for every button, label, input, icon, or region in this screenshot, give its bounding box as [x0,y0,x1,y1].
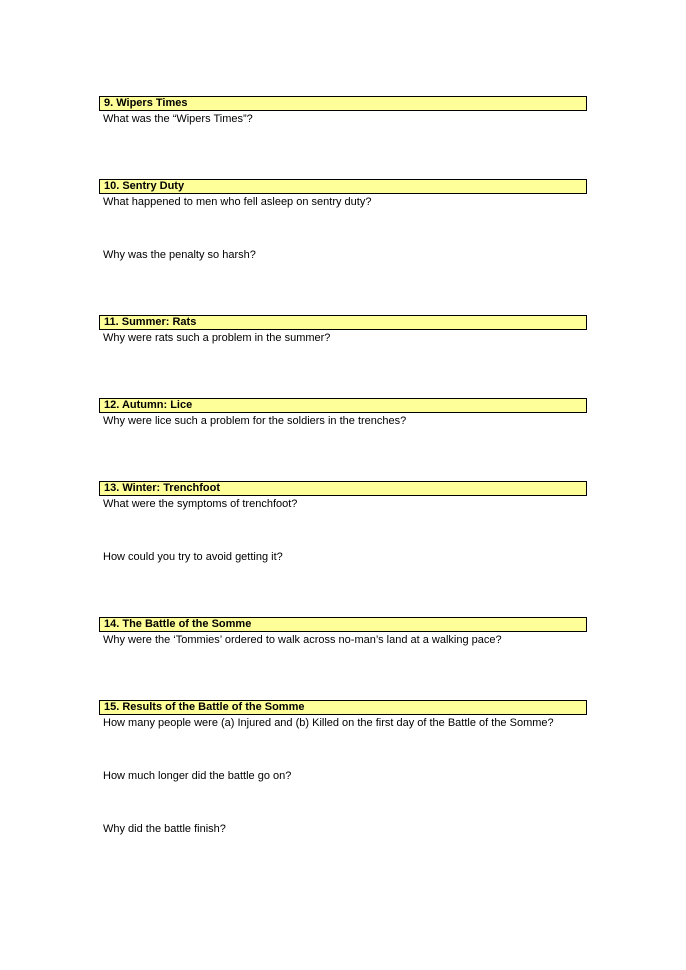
question-battle-of-somme: Why were the ‘Tommies’ ordered to walk across no-man’s land at a walking pace? [103,634,502,646]
question-wipers-times: What was the “Wipers Times”? [103,113,253,125]
question-results-2: How much longer did the battle go on? [103,770,292,782]
question-sentry-duty-1: What happened to men who fell asleep on sentry duty? [103,196,372,208]
question-autumn-lice: Why were lice such a problem for the soldiers in the trenches? [103,415,407,427]
section-header-sentry-duty: 10. Sentry Duty [99,179,587,194]
section-header-autumn-lice: 12. Autumn: Lice [99,398,587,413]
question-results-3: Why did the battle finish? [103,823,226,835]
question-sentry-duty-2: Why was the penalty so harsh? [103,249,256,261]
question-trenchfoot-2: How could you try to avoid getting it? [103,551,283,563]
section-header-results-somme: 15. Results of the Battle of the Somme [99,700,587,715]
question-summer-rats: Why were rats such a problem in the summer? [103,332,331,344]
question-results-1: How many people were (a) Injured and (b) Killed on the first day of the Battle of the Somme? [103,717,554,729]
section-header-winter-trenchfoot: 13. Winter: Trenchfoot [99,481,587,496]
section-header-wipers-times: 9. Wipers Times [99,96,587,111]
section-header-battle-of-somme: 14. The Battle of the Somme [99,617,587,632]
question-trenchfoot-1: What were the symptoms of trenchfoot? [103,498,298,510]
section-header-summer-rats: 11. Summer: Rats [99,315,587,330]
